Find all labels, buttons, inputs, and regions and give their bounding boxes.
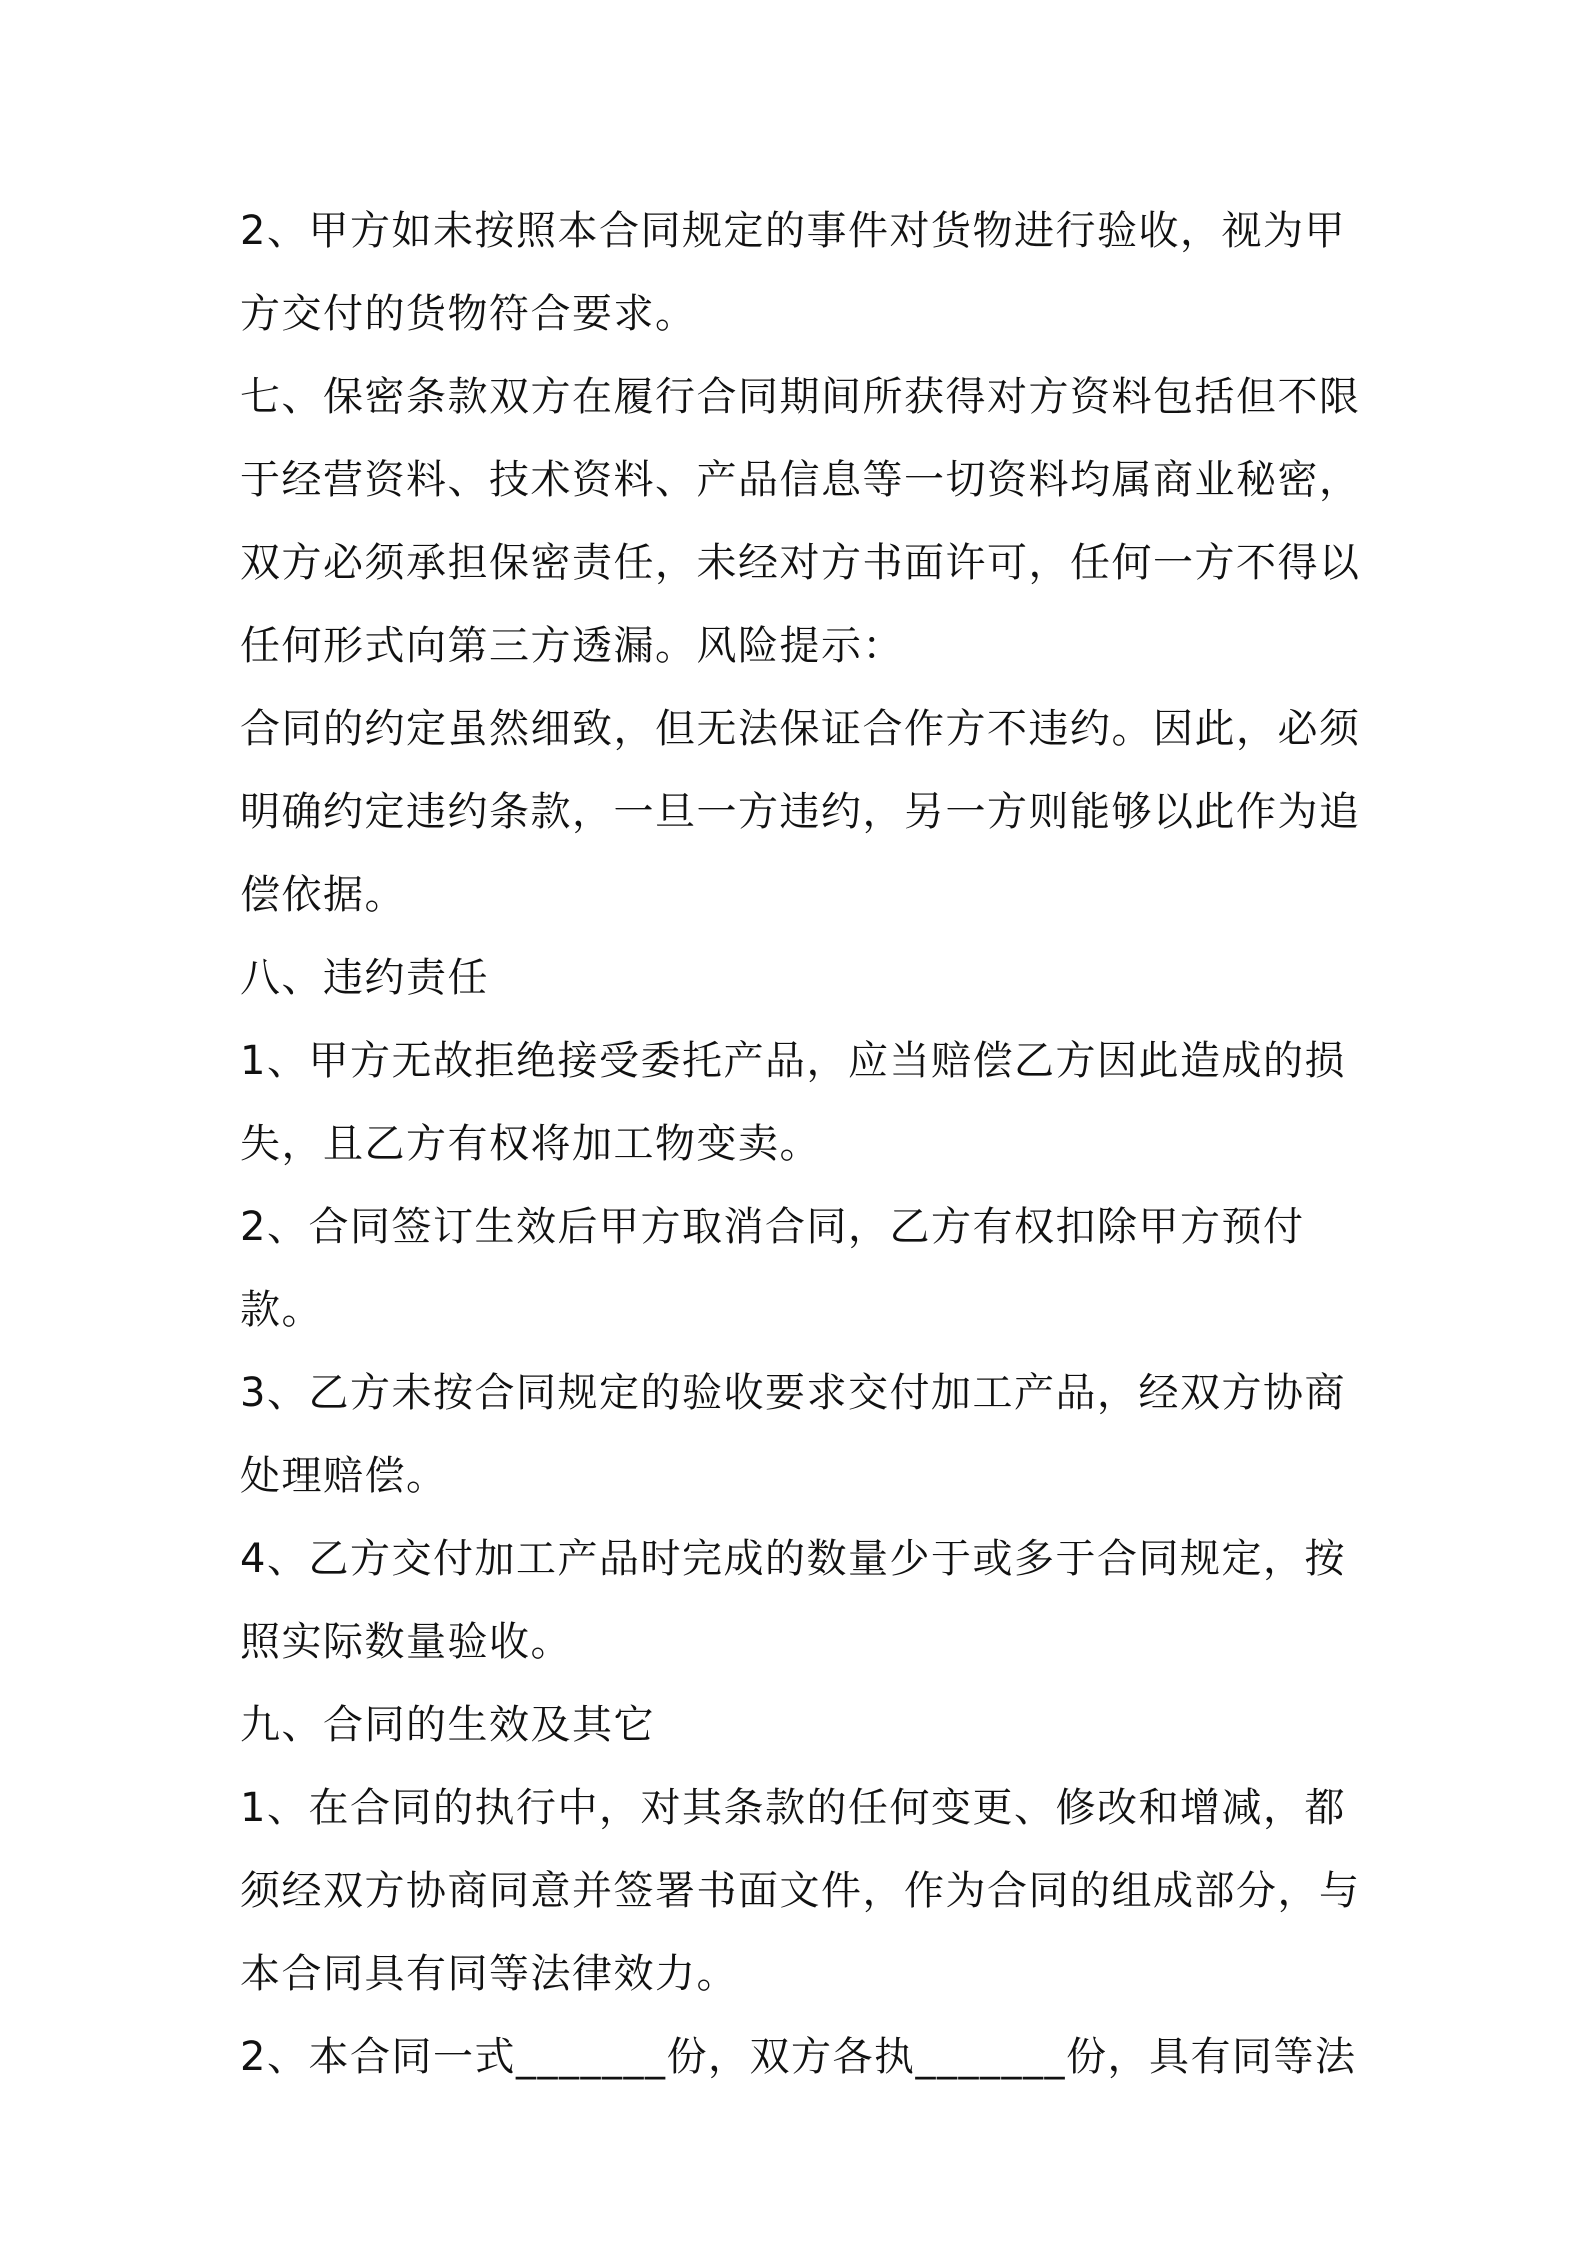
paragraph-breach-1: 1、甲方无故拒绝接受委托产品，应当赔偿乙方因此造成的损失，且乙方有权将加工物变卖。 [240,1038,1346,1167]
paragraph-effect-1: 1、在合同的执行中，对其条款的任何变更、修改和增减，都须经双方协商同意并签署书面文件，作为合同的组成部分，与本合同具有同等法律效力。 [240,1785,1361,1997]
paragraph-effect-2: 2、本合同一式_______份，双方各执_______份，具有同等法 [240,2034,1357,2080]
paragraph-clause-2-acceptance: 2、甲方如未按照本合同规定的事件对货物进行验收，视为甲方交付的货物符合要求。 [240,208,1346,337]
paragraph-confidentiality: 七、保密条款双方在履行合同期间所获得对方资料包括但不限于经营资料、技术资料、产品信息等一切资料均属商业秘密，双方必须承担保密责任，未经对方书面许可，任何一方不得以任何形式向第三方透漏。风险提示： [240,374,1361,669]
document-body [240,190,1370,2099]
paragraph-risk-note: 合同的约定虽然细致，但无法保证合作方不违约。因此，必须明确约定违约条款，一旦一方违约，另一方则能够以此作为追偿依据。 [240,706,1361,918]
paragraph-breach-4: 4、乙方交付加工产品时完成的数量少于或多于合同规定，按照实际数量验收。 [240,1536,1346,1665]
section-heading-breach: 八、违约责任 [240,955,489,1001]
paragraph-breach-2: 2、合同签订生效后甲方取消合同，乙方有权扣除甲方预付款。 [240,1204,1305,1333]
section-heading-effect: 九、合同的生效及其它 [240,1702,655,1748]
paragraph-breach-3: 3、乙方未按合同规定的验收要求交付加工产品，经双方协商处理赔偿。 [240,1370,1346,1499]
